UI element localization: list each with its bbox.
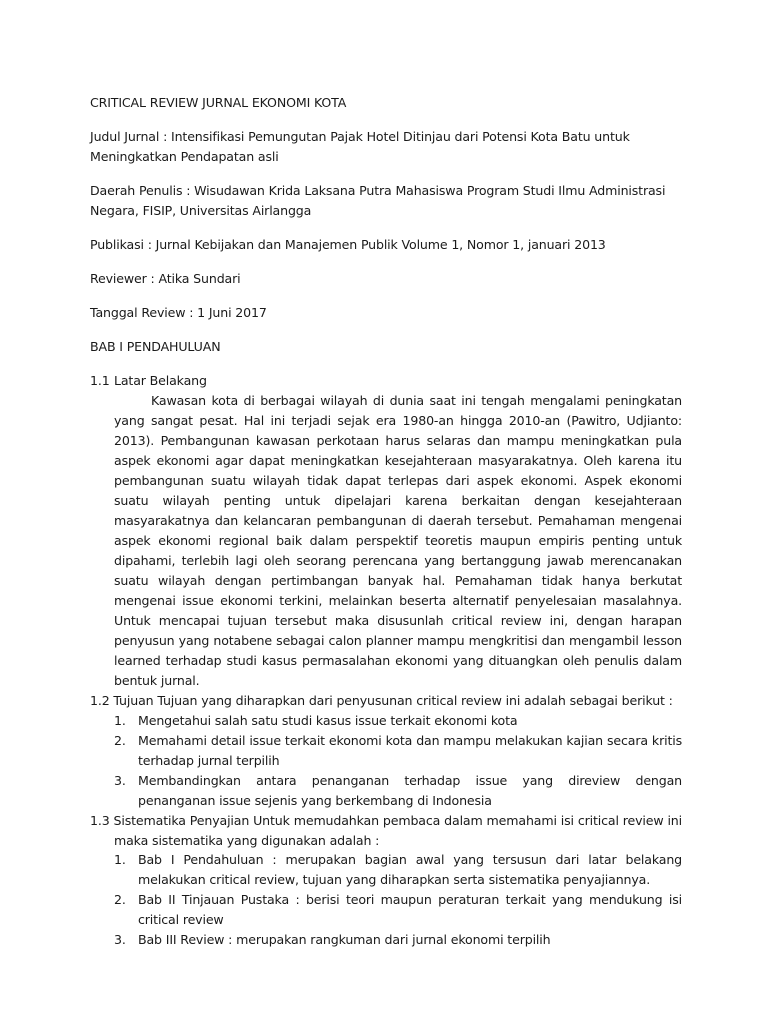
list-number: 3.	[114, 773, 126, 788]
list-item	[114, 930, 682, 950]
publication-line: Publikasi : Jurnal Kebijakan dan Manajemen Publik Volume 1, Nomor 1, januari 2013	[90, 237, 606, 252]
background-paragraph: Kawasan kota di berbagai wilayah di dunia saat ini tengah mengalami peningkatan yang sangat pesat. Hal ini terjadi sejak era 1980-an hingga 2010-an (Pawitro, Udjianto: 2013). Pembangunan kawasan perkotaan harus selaras dan mampu meningkatkan pula aspek ekonomi agar dapat meningkatkan kesejahteraan masyarakatnya. Oleh karena itu pembangunan suatu wilayah tidak dapat terlepas dari aspek ekonomi. Aspek ekonomi suatu wilayah penting untuk dipelajari karena berkaitan dengan kesejahteraan masyarakatnya dan kelancaran pembangunan di daerah tersebut. Pemahaman mengenai aspek ekonomi regional baik dalam perspektif teoretis maupun empiris penting untuk dipahami, terlebih lagi oleh seorang perencana yang bertanggung jawab merencanakan suatu wilayah dengan pertimbangan banyak hal. Pemahaman tidak hanya berkutat mengenai issue ekonomi terkini, melainkan beserta alternatif penyelesaian masalahnya. Untuk mencapai tujuan tersebut maka disusunlah critical review ini, dengan harapan penyusun yang notabene sebagai calon planner mampu mengkritisi dan mengambil lesson learned terhadap studi kasus permasalahan ekonomi yang dituangkan oleh penulis dalam bentuk jurnal.	[114, 393, 682, 688]
list-number: 2.	[114, 733, 126, 748]
list-text: Membandingkan antara penanganan terhadap issue yang direview dengan penanganan issue sejenis yang berkembang di Indonesia	[138, 773, 682, 808]
list-text: Bab I Pendahuluan : merupakan bagian awal yang tersusun dari latar belakang melakukan critical review, tujuan yang diharapkan serta sistematika penyajiannya.	[138, 852, 682, 887]
section-1-3-heading: 1.3 Sistematika Penyajian Untuk memudahkan pembaca dalam memahami isi critical review ini maka sistematika yang digunakan adalah :	[90, 813, 682, 848]
section-1-1-heading	[90, 371, 682, 391]
list-text: Mengetahui salah satu studi kasus issue terkait ekonomi kota	[138, 712, 518, 728]
list-item	[114, 711, 682, 731]
list-text: Bab III Review : merupakan rangkuman dari jurnal ekonomi terpilih	[138, 932, 551, 947]
section-number: 1.1	[90, 373, 110, 388]
objectives-list	[90, 711, 682, 811]
list-number: 1.	[114, 852, 126, 867]
review-date-line: Tanggal Review : 1 Juni 2017	[90, 305, 267, 320]
list-text: Memahami detail issue terkait ekonomi kota dan mampu melakukan kajian secara kritis terhadap jurnal terpilih	[138, 733, 682, 768]
list-item	[114, 850, 682, 889]
reviewer-line: Reviewer : Atika Sundari	[90, 271, 241, 286]
section-label: Latar Belakang	[114, 373, 207, 388]
author-region-line: Daerah Penulis : Wisudawan Krida Laksana Putra Mahasiswa Program Studi Ilmu Administrasi Negara, FISIP, Universitas Airlangga	[90, 183, 666, 218]
list-text: Bab II Tinjauan Pustaka : berisi teori maupun peraturan terkait yang mendukung isi critical review	[138, 892, 682, 927]
journal-title-line: Judul Jurnal : Intensifikasi Pemungutan Pajak Hotel Ditinjau dari Potensi Kota Batu untuk Meningkatkan Pendapatan asli	[90, 129, 630, 164]
systematics-list	[90, 850, 682, 950]
list-number: 1.	[114, 712, 126, 728]
chapter-heading: BAB I PENDAHULUAN	[90, 339, 221, 354]
list-item	[114, 771, 682, 810]
document-title: CRITICAL REVIEW JURNAL EKONOMI KOTA	[90, 95, 347, 110]
list-item	[114, 890, 682, 929]
section-1-2-heading: 1.2 Tujuan Tujuan yang diharapkan dari penyusunan critical review ini adalah sebagai berikut :	[90, 693, 673, 708]
list-number: 3.	[114, 932, 126, 947]
list-item	[114, 731, 682, 770]
list-number: 2.	[114, 892, 126, 907]
